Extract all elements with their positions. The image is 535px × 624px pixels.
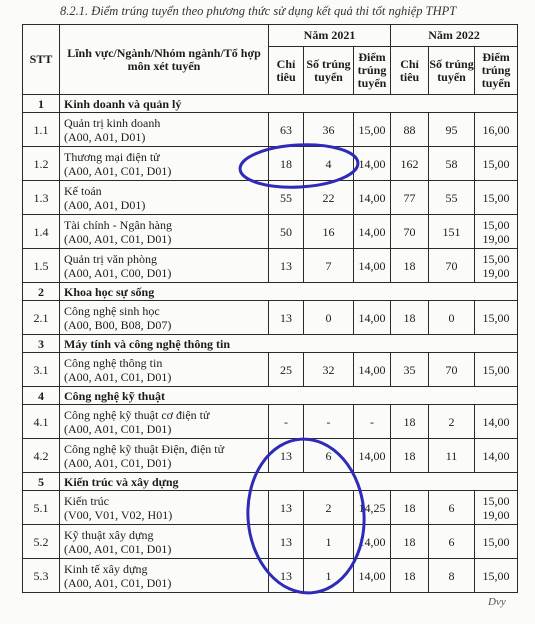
diem-trung-tuyen-2022 xyxy=(475,113,518,147)
table-row xyxy=(23,249,518,283)
chi-tieu-2022: 162 xyxy=(391,147,429,181)
chi-tieu-2022: 18 xyxy=(391,525,429,559)
subject-combination: (A00, A01, C00, D01) xyxy=(64,265,172,280)
diem-trung-tuyen-2021: 14,00 xyxy=(354,439,391,473)
program-name: Công nghệ thông tin xyxy=(64,355,163,370)
score-2022: 15,00 xyxy=(482,251,510,266)
diem-trung-tuyen-2022 xyxy=(475,215,518,249)
subject-combination: (V00, V01, V02, H01) xyxy=(64,507,173,522)
header-year-2021: Năm 2021 xyxy=(269,25,391,47)
diem-trung-tuyen-2022 xyxy=(475,249,518,283)
diem-trung-tuyen-2021: 14,25 xyxy=(354,491,391,525)
group-stt: 4 xyxy=(23,387,60,405)
table-caption: 8.2.1. Điểm trúng tuyển theo phương thức sử dụng kết quả thi tốt nghiệp THPT xyxy=(60,4,457,18)
score-2022: 15,00 xyxy=(482,310,510,325)
program-name: Công nghệ sinh học xyxy=(64,303,160,318)
score-2022: 15,00 xyxy=(482,534,510,549)
table-row xyxy=(23,147,518,181)
so-trung-tuyen-2021: 16 xyxy=(304,215,354,249)
subject-combination: (A00, A01, C01, D01) xyxy=(64,231,172,246)
program-cell xyxy=(60,301,269,335)
program-name: Quản trị văn phòng xyxy=(64,251,157,266)
subject-combination: (A00, A01, C01, D01) xyxy=(64,421,172,436)
row-stt: 5.2 xyxy=(23,525,60,559)
program-name: Kinh tế xây dựng xyxy=(64,561,148,576)
chi-tieu-2021: 50 xyxy=(269,215,304,249)
diem-trung-tuyen-2021: 14,00 xyxy=(354,181,391,215)
program-cell xyxy=(60,439,269,473)
so-trung-tuyen-2021: - xyxy=(304,405,354,439)
group-row xyxy=(23,387,518,405)
so-trung-tuyen-2021: 1 xyxy=(304,559,354,593)
group-stt: 1 xyxy=(23,95,60,113)
program-cell xyxy=(60,147,269,181)
diem-trung-tuyen-2022 xyxy=(475,491,518,525)
program-cell xyxy=(60,113,269,147)
row-stt: 4.2 xyxy=(23,439,60,473)
group-stt: 3 xyxy=(23,335,60,353)
group-row xyxy=(23,283,518,301)
so-trung-tuyen-2021: 22 xyxy=(304,181,354,215)
subject-combination: (A00, A01, D01) xyxy=(64,197,146,212)
diem-trung-tuyen-2022 xyxy=(475,301,518,335)
group-row xyxy=(23,473,518,491)
group-row xyxy=(23,335,518,353)
score-2022: 15,00 xyxy=(482,190,510,205)
chi-tieu-2021: 13 xyxy=(269,525,304,559)
so-trung-tuyen-2021: 36 xyxy=(304,113,354,147)
chi-tieu-2022: 70 xyxy=(391,215,429,249)
chi-tieu-2022: 18 xyxy=(391,439,429,473)
chi-tieu-2021: - xyxy=(269,405,304,439)
chi-tieu-2022: 18 xyxy=(391,405,429,439)
chi-tieu-2021: 13 xyxy=(269,249,304,283)
header-so-trung-tuyen-2021: Số trúng tuyển xyxy=(304,47,354,95)
subject-combination: (A00, A01, C01, D01) xyxy=(64,575,172,590)
row-stt: 1.2 xyxy=(23,147,60,181)
header-stt: STT xyxy=(23,25,60,95)
score-2022: 14,00 xyxy=(482,414,510,429)
diem-trung-tuyen-2022 xyxy=(475,147,518,181)
table-row xyxy=(23,525,518,559)
program-cell xyxy=(60,491,269,525)
score-2022: 15,00 xyxy=(482,156,510,171)
row-stt: 3.1 xyxy=(23,353,60,387)
row-stt: 1.1 xyxy=(23,113,60,147)
chi-tieu-2021: 13 xyxy=(269,559,304,593)
table-row xyxy=(23,559,518,593)
subject-combination: (A00, A01, C01, D01) xyxy=(64,455,172,470)
group-name: Máy tính và công nghệ thông tin xyxy=(60,335,518,353)
so-trung-tuyen-2022: 2 xyxy=(429,405,475,439)
so-trung-tuyen-2022: 151 xyxy=(429,215,475,249)
diem-trung-tuyen-2022 xyxy=(475,525,518,559)
so-trung-tuyen-2021: 6 xyxy=(304,439,354,473)
chi-tieu-2021: 13 xyxy=(269,301,304,335)
diem-trung-tuyen-2021: 14,00 xyxy=(354,559,391,593)
diem-trung-tuyen-2021: 14,00 xyxy=(354,215,391,249)
diem-trung-tuyen-2021: 14,00 xyxy=(354,525,391,559)
score-2022: 15,00 xyxy=(482,217,510,232)
program-name: Kế toán xyxy=(64,183,102,198)
chi-tieu-2022: 18 xyxy=(391,559,429,593)
diem-trung-tuyen-2021: 15,00 xyxy=(354,113,391,147)
program-cell xyxy=(60,525,269,559)
score-2022-alt: 19,00 xyxy=(482,265,510,280)
program-name: Quản trị kinh doanh xyxy=(64,115,161,130)
so-trung-tuyen-2022: 11 xyxy=(429,439,475,473)
group-row xyxy=(23,95,518,113)
so-trung-tuyen-2021: 1 xyxy=(304,525,354,559)
subject-combination: (A00, B00, B08, D07) xyxy=(64,317,172,332)
row-stt: 5.1 xyxy=(23,491,60,525)
diem-trung-tuyen-2022 xyxy=(475,405,518,439)
diem-trung-tuyen-2021: 14,00 xyxy=(354,301,391,335)
header-field: Lĩnh vực/Ngành/Nhóm ngành/Tổ hợp môn xét tuyển xyxy=(60,25,269,95)
diem-trung-tuyen-2022 xyxy=(475,439,518,473)
program-cell xyxy=(60,215,269,249)
header-diem-trung-tuyen-2021: Điểm trúng tuyển xyxy=(354,47,391,95)
table-row xyxy=(23,215,518,249)
so-trung-tuyen-2022: 55 xyxy=(429,181,475,215)
so-trung-tuyen-2021: 4 xyxy=(304,147,354,181)
chi-tieu-2021: 55 xyxy=(269,181,304,215)
so-trung-tuyen-2022: 6 xyxy=(429,525,475,559)
score-2022: 14,00 xyxy=(482,448,510,463)
diem-trung-tuyen-2021: - xyxy=(354,405,391,439)
program-cell xyxy=(60,353,269,387)
so-trung-tuyen-2021: 0 xyxy=(304,301,354,335)
so-trung-tuyen-2022: 6 xyxy=(429,491,475,525)
group-name: Kiến trúc và xây dựng xyxy=(60,473,518,491)
score-2022-alt: 19,00 xyxy=(482,231,510,246)
group-stt: 5 xyxy=(23,473,60,491)
program-cell xyxy=(60,559,269,593)
table-row xyxy=(23,353,518,387)
program-name: Công nghệ kỹ thuật cơ điện tử xyxy=(64,407,210,422)
header-so-trung-tuyen-2022: Số trúng tuyển xyxy=(429,47,475,95)
program-name: Tài chính - Ngân hàng xyxy=(64,217,172,232)
table-row xyxy=(23,491,518,525)
so-trung-tuyen-2022: 0 xyxy=(429,301,475,335)
so-trung-tuyen-2022: 8 xyxy=(429,559,475,593)
table-row xyxy=(23,181,518,215)
subject-combination: (A00, A01, C01, D01) xyxy=(64,369,172,384)
so-trung-tuyen-2021: 32 xyxy=(304,353,354,387)
score-2022: 15,00 xyxy=(482,493,510,508)
program-cell xyxy=(60,181,269,215)
program-cell xyxy=(60,249,269,283)
diem-trung-tuyen-2022 xyxy=(475,559,518,593)
chi-tieu-2022: 18 xyxy=(391,301,429,335)
header-year-2022: Năm 2022 xyxy=(391,25,518,47)
so-trung-tuyen-2022: 58 xyxy=(429,147,475,181)
chi-tieu-2022: 35 xyxy=(391,353,429,387)
program-name: Công nghệ kỹ thuật Điện, điện tử xyxy=(64,441,225,456)
chi-tieu-2022: 77 xyxy=(391,181,429,215)
program-name: Kỹ thuật xây dựng xyxy=(64,527,154,542)
chi-tieu-2021: 13 xyxy=(269,491,304,525)
diem-trung-tuyen-2021: 14,00 xyxy=(354,147,391,181)
row-stt: 2.1 xyxy=(23,301,60,335)
table-row xyxy=(23,405,518,439)
program-name: Thương mại điện tử xyxy=(64,149,160,164)
admission-score-table xyxy=(22,24,518,593)
chi-tieu-2022: 18 xyxy=(391,249,429,283)
chi-tieu-2021: 63 xyxy=(269,113,304,147)
program-name: Kiến trúc xyxy=(64,493,109,508)
chi-tieu-2021: 25 xyxy=(269,353,304,387)
row-stt: 1.3 xyxy=(23,181,60,215)
header-chi-tieu-2021: Chỉ tiêu xyxy=(269,47,304,95)
subject-combination: (A00, A01, C01, D01) xyxy=(64,163,172,178)
so-trung-tuyen-2021: 7 xyxy=(304,249,354,283)
chi-tieu-2022: 88 xyxy=(391,113,429,147)
diem-trung-tuyen-2021: 14,00 xyxy=(354,353,391,387)
score-2022: 16,00 xyxy=(482,122,510,137)
table-row xyxy=(23,439,518,473)
table-row xyxy=(23,301,518,335)
group-name: Công nghệ kỹ thuật xyxy=(60,387,518,405)
score-2022: 15,00 xyxy=(482,568,510,583)
header-diem-trung-tuyen-2022: Điểm trúng tuyển xyxy=(475,47,518,95)
so-trung-tuyen-2022: 95 xyxy=(429,113,475,147)
diem-trung-tuyen-2021: 14,00 xyxy=(354,249,391,283)
subject-combination: (A00, A01, C01, D01) xyxy=(64,541,172,556)
so-trung-tuyen-2022: 70 xyxy=(429,353,475,387)
chi-tieu-2021: 18 xyxy=(269,147,304,181)
so-trung-tuyen-2021: 2 xyxy=(304,491,354,525)
diem-trung-tuyen-2022 xyxy=(475,181,518,215)
table-row xyxy=(23,113,518,147)
group-name: Khoa học sự sống xyxy=(60,283,518,301)
chi-tieu-2022: 18 xyxy=(391,491,429,525)
chi-tieu-2021: 13 xyxy=(269,439,304,473)
score-2022: 15,00 xyxy=(482,362,510,377)
group-stt: 2 xyxy=(23,283,60,301)
signature: Dvy xyxy=(488,596,506,608)
subject-combination: (A00, A01, D01) xyxy=(64,129,146,144)
program-cell xyxy=(60,405,269,439)
score-2022-alt: 19,00 xyxy=(482,507,510,522)
row-stt: 1.5 xyxy=(23,249,60,283)
row-stt: 1.4 xyxy=(23,215,60,249)
row-stt: 4.1 xyxy=(23,405,60,439)
so-trung-tuyen-2022: 70 xyxy=(429,249,475,283)
header-chi-tieu-2022: Chỉ tiêu xyxy=(391,47,429,95)
row-stt: 5.3 xyxy=(23,559,60,593)
group-name: Kinh doanh và quản lý xyxy=(60,95,518,113)
diem-trung-tuyen-2022 xyxy=(475,353,518,387)
